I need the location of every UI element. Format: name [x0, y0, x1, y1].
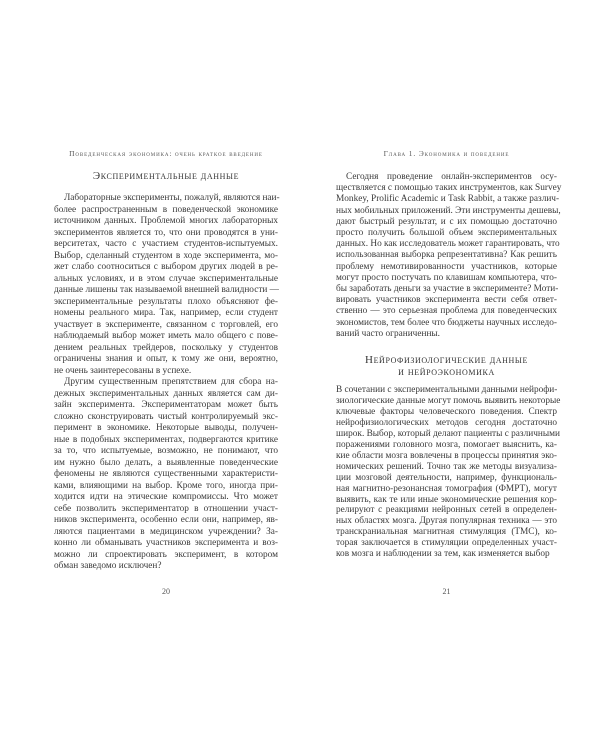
- text-line: использованная выборка репрезентативна? Как решить: [336, 250, 557, 261]
- text-line: им нужно было делать, а выявленные поведенческие: [54, 457, 278, 468]
- text-line: проблему немотивированности участников, которые: [336, 261, 557, 272]
- text-line: выявить, как те или иные экономические решения кор-: [336, 494, 557, 505]
- right-page: [300, 0, 600, 750]
- text-line: ществляется с помощью таких инструментов, как Survey: [336, 183, 562, 194]
- text-line: могут просто постучать по клавишам компьютера, что-: [336, 272, 557, 283]
- text-line: просто получить большой объем экспериментальных: [336, 228, 557, 239]
- text-line: номических решений. Точно так же методы визуализа-: [336, 461, 557, 472]
- text-line: ственно — это серьезная проблема для поведенческих: [336, 306, 557, 317]
- text-line: наблюдаемый выбор может иметь мало общего с пове-: [54, 331, 278, 341]
- page-number: 21: [442, 587, 451, 596]
- text-line: ходится идти на этические компромиссы. Что может: [54, 492, 278, 502]
- text-line: ная магнитно-резонансная томография (ФМРТ), могут: [336, 483, 557, 494]
- text-line: Сегодня проведение онлайн-экспериментов осу-: [346, 172, 557, 182]
- text-line: поражениями головного мозга, помогает выяснить, ка-: [336, 439, 557, 450]
- text-line: вировать участников эксперимента вести себя ответ-: [336, 295, 557, 306]
- text-line: номены реального мира. Так, например, если студент: [54, 308, 278, 318]
- text-line: ваний часто ограниченны.: [336, 328, 440, 339]
- page-number: 20: [162, 587, 170, 596]
- text-line: Лабораторные эксперименты, пожалуй, являются наи-: [64, 193, 280, 203]
- text-line: зайн эксперимента. Экспериментаторам может быть: [54, 400, 278, 410]
- text-line: данных. Но как исследователь может гарантировать, что: [336, 239, 560, 250]
- text-line: ограничены знания и опыт, к тому же они, вероятно,: [54, 354, 278, 364]
- text-line: можно ли спроектировать эксперимент, в котором: [54, 549, 278, 560]
- text-line: релируют с реакциями нейронных сетей в определен-: [336, 505, 557, 516]
- text-line: ных областях мозга. Другая популярная техника — это: [336, 516, 557, 527]
- running-header: Глава 1. Экономика и поведение: [383, 149, 510, 158]
- text-line: ных мобильных приложений. Эти инструменты дешевы,: [336, 205, 561, 216]
- section-heading: Экспериментальные данные: [92, 170, 240, 182]
- text-line: дением реальных трейдеров, поскольку у студентов: [54, 342, 278, 353]
- text-line: дают быстрый результат, и с их помощью достаточно: [336, 216, 557, 227]
- text-line: широк. Выбор, который делают пациенты с различными: [336, 428, 560, 439]
- text-line: Другим существенным препятствием для сбора на-: [64, 377, 278, 387]
- text-line: ключевые факторы человеческого поведения. Спектр: [336, 406, 557, 417]
- text-line: Monkey, Prolific Academic и Task Rabbit, а также различ-: [336, 194, 560, 205]
- text-line: экспериментальные результаты плохо объясняют фе-: [54, 296, 278, 307]
- text-line: ников эксперимента, особенно если они, например, яв-: [54, 515, 278, 525]
- text-line: нейрофизиологических методов сегодня достаточно: [336, 417, 557, 428]
- text-line: данные лишены так называемой внешней валидности —: [54, 285, 279, 295]
- text-line: не очень заинтересованы в успехе.: [54, 365, 192, 376]
- text-line: конно ли обманывать участников эксперимента и воз-: [54, 538, 278, 548]
- paragraph: [54, 193, 278, 377]
- text-line: ные в подобных экспериментах, подвергаются критике: [54, 434, 278, 445]
- text-line: жет слабо соотноситься с выбором других людей в ре-: [54, 262, 278, 272]
- text-line: зиологические данные могут помочь выявить некоторые: [336, 395, 561, 406]
- text-line: себе позволить экспериментатор в отношении участ-: [54, 503, 278, 514]
- body-text: [336, 172, 562, 340]
- text-line: феномены не являются существенными характеристи-: [54, 469, 278, 479]
- text-line: экспериментов является то, что они проводятся в уни-: [54, 227, 278, 238]
- paragraph: [54, 377, 278, 573]
- text-line: бы заработать деньги за участие в эксперименте? Моти-: [336, 284, 559, 295]
- text-line: альных условиях, и в этом случае экспериментальные: [54, 273, 278, 284]
- text-line: В сочетании с экспериментальными данными нейрофи-: [336, 385, 558, 395]
- text-line: экономистов, тем более что бюджеты научных исследо-: [336, 317, 557, 328]
- text-line: более распространенным в поведенческой экономике: [54, 204, 278, 215]
- text-line: ками, влияющими на выбор. Кроме того, иногда при-: [54, 480, 278, 491]
- text-line: участвует в эксперименте, связанном с торговлей, его: [54, 319, 278, 330]
- text-line: за то, что испытуемые, возможно, не понимают, что: [54, 446, 278, 456]
- text-line: транскраниальная магнитная стимуляция (ТМС), ко-: [336, 527, 557, 538]
- text-line: дежных экспериментальных данных является сам ди-: [54, 388, 278, 399]
- section-heading: [336, 355, 557, 378]
- text-line: кие области мозга вовлечены в процессы принятия эко-: [336, 450, 557, 461]
- text-line: торая заключается в стимуляции определенных участ-: [336, 538, 557, 549]
- text-line: Выбор, сделанный студентом в ходе эксперимента, мо-: [54, 250, 278, 261]
- text-line: верситетах, часто с участием студентов-испытуемых.: [54, 239, 278, 249]
- text-line: перимент в экономике. Некоторые выводы, получен-: [54, 423, 278, 433]
- text-line: ков мозга и наблюдении за тем, как изменяется выбор: [336, 549, 550, 560]
- text-line: ции мозговой деятельности, например, функциональ-: [336, 472, 557, 483]
- body-text: [54, 193, 278, 573]
- text-line: источником данных. Проблемой многих лабораторных: [54, 216, 278, 226]
- text-line: сложно сконструировать чистый контролируемый экс-: [54, 411, 278, 422]
- body-text: [336, 385, 561, 560]
- text-line: обман заведомо исключен?: [54, 561, 162, 571]
- section-heading-line: Нейрофизиологические данные: [365, 354, 528, 366]
- text-line: ляются пациентами в медицинском учреждении? За-: [54, 526, 278, 537]
- running-header: Поведенческая экономика: очень краткое введение: [69, 149, 263, 158]
- section-heading-line: и нейроэкономика: [398, 365, 495, 378]
